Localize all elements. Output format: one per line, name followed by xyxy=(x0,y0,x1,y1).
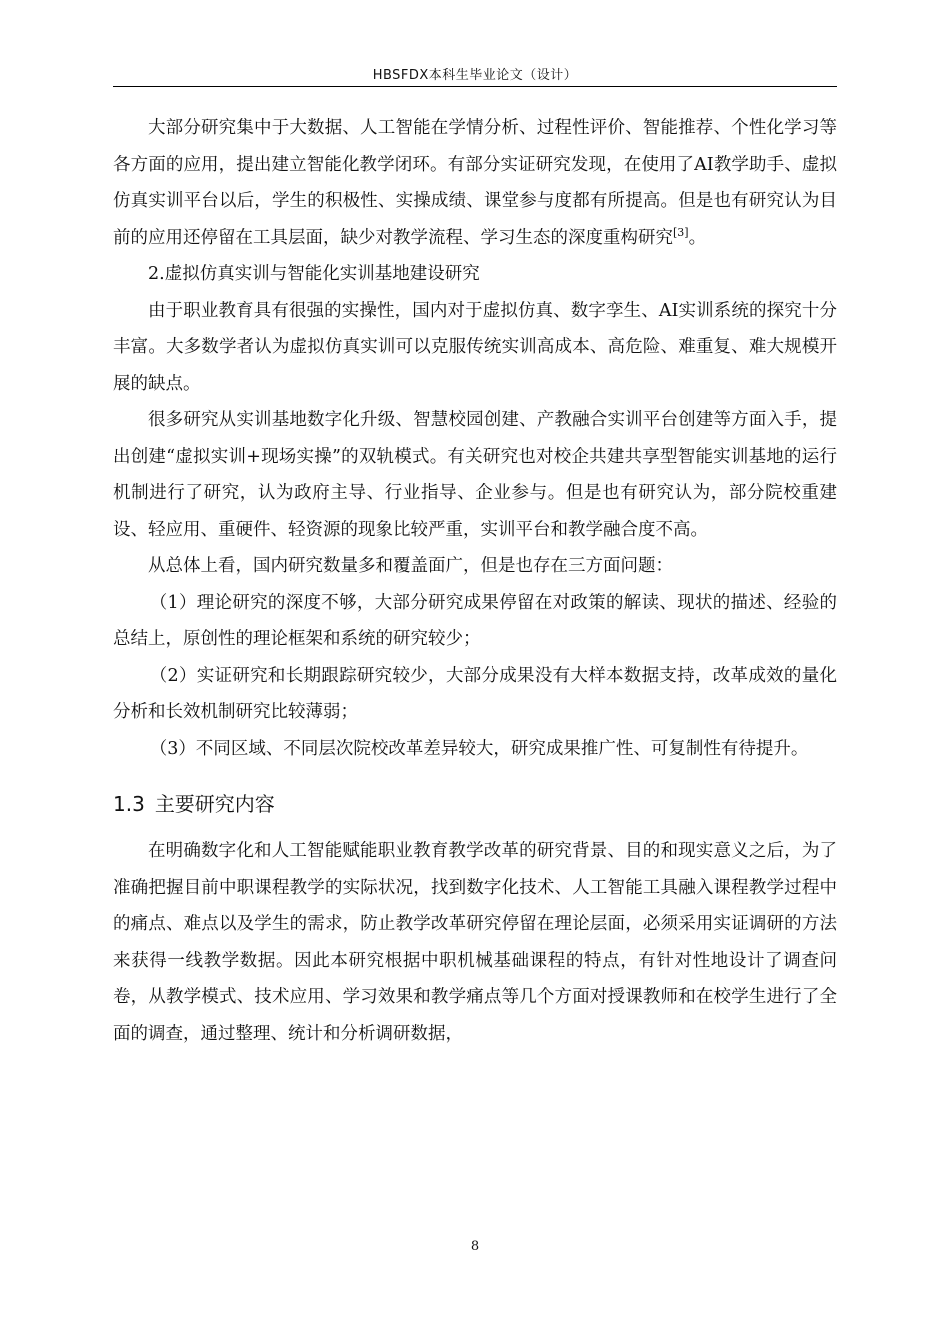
page-number: 8 xyxy=(470,1239,480,1254)
section-title: 主要研究内容 xyxy=(154,792,275,816)
paragraph-1 xyxy=(113,110,837,256)
header-rule xyxy=(113,86,837,87)
citation-ref: [3] xyxy=(673,225,689,239)
paragraph-4: 从总体上看，国内研究数量多和覆盖面广，但是也存在三方面问题： xyxy=(148,556,673,576)
subheading-2: 2.虚拟仿真实训与智能化实训基地建设研究 xyxy=(148,264,480,284)
document-body xyxy=(113,110,837,1052)
paragraph-1-end: 。 xyxy=(688,227,707,248)
list-item-3: （3）不同区域、不同层次院校改革差异较大，研究成果推广性、可复制性有待提升。 xyxy=(149,738,809,759)
section-number: 1.3 xyxy=(113,792,145,816)
paragraph-3: 很多研究从实训基地数字化升级、智慧校园创建、产教融合实训平台创建等方面入手，提出创建“虚拟实训+现场实操”的双轨模式。有关研究也对校企共建共享型智能实训基地的运行机制进行了研究，认为政府主导、行业指导、企业参与。但是也有研究认为，部分院校重建设、轻应用、重硬件、轻资源的现象比较严重，实训平台和教学融合度不高。 xyxy=(113,410,837,540)
paragraph-1-text: 大部分研究集中于大数据、人工智能在学情分析、过程性评价、智能推荐、个性化学习等各方面的应用，提出建立智能化教学闭环。有部分实证研究发现，在使用了AI教学助手、虚拟仿真实训平台以后，学生的积极性、实操成绩、课堂参与度都有所提高。但是也有研究认为目前的应用还停留在工具层面，缺少对教学流程、学习生态的深度重构研究 xyxy=(113,118,837,248)
list-item-1: （1）理论研究的深度不够，大部分研究成果停留在对政策的解读、现状的描述、经验的总结上，原创性的理论框架和系统的研究较少； xyxy=(113,592,837,649)
paragraph-5: 在明确数字化和人工智能赋能职业教育教学改革的研究背景、目的和现实意义之后，为了准确把握目前中职课程教学的实际状况，找到数字化技术、人工智能工具融入课程教学过程中的痛点、难点以及学生的需求，防止教学改革研究停留在理论层面，必须采用实证调研的方法来获得一线教学数据。因此本研究根据中职机械基础课程的特点，有针对性地设计了调查问卷，从教学模式、技术应用、学习效果和教学痛点等几个方面对授课教师和在校学生进行了全面的调查，通过整理、统计和分析调研数据， xyxy=(113,841,837,1044)
section-heading xyxy=(113,789,837,819)
paragraph-2: 由于职业教育具有很强的实操性，国内对于虚拟仿真、数字孪生、AI实训系统的探究十分丰富。大多数学者认为虚拟仿真实训可以克服传统实训高成本、高危险、难重复、难大规模开展的缺点。 xyxy=(113,300,837,394)
list-item-2: （2）实证研究和长期跟踪研究较少，大部分成果没有大样本数据支持，改革成效的量化分析和长效机制研究比较薄弱； xyxy=(113,665,837,722)
running-header: HBSFDX本科生毕业论文（设计） xyxy=(372,68,578,83)
